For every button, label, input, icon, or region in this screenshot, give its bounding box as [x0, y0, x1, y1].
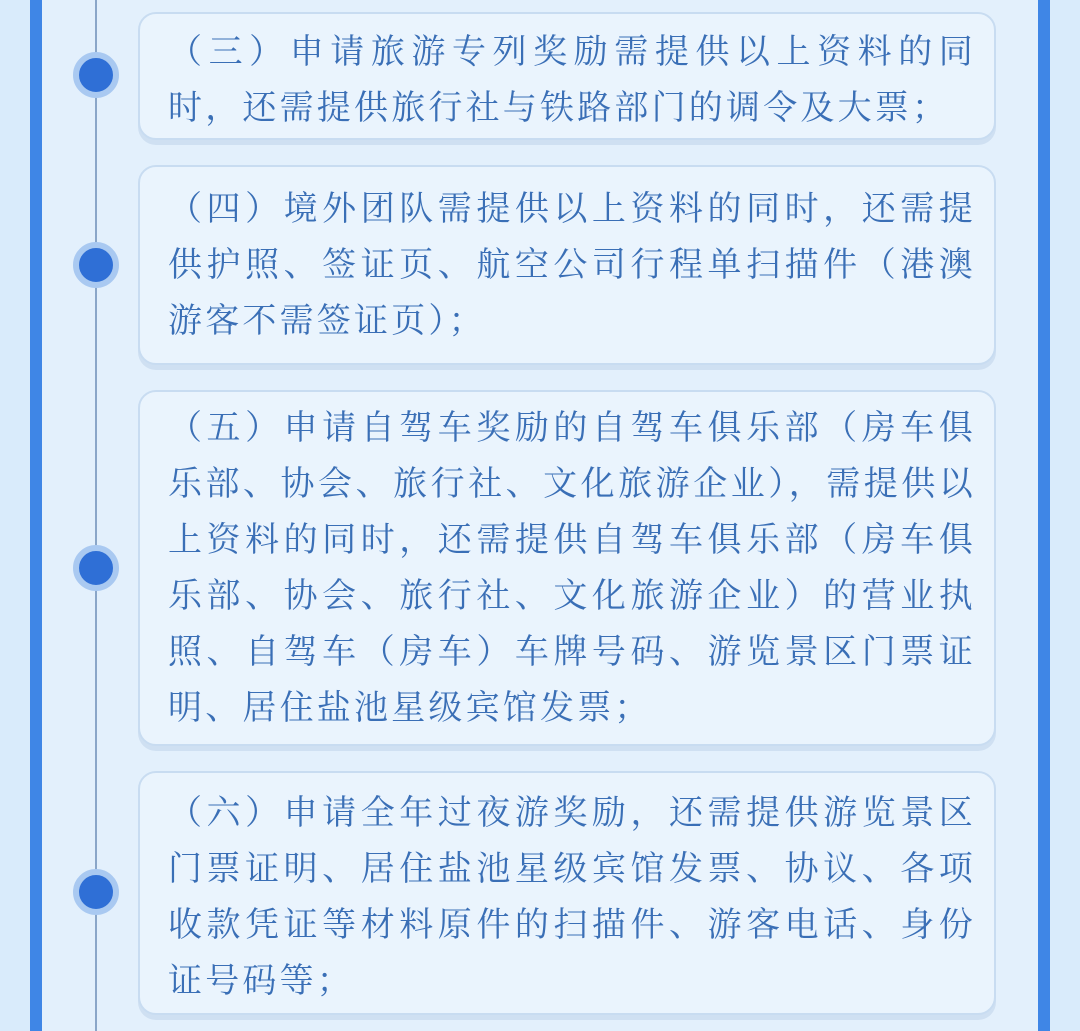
left-frame-border [0, 0, 30, 1031]
timeline-dot [73, 52, 119, 98]
timeline-dot [73, 869, 119, 915]
requirement-text: （六）申请全年过夜游奖励，还需提供游览景区门票证明、居住盐池星级宾馆发票、协议、各项收款凭证等材料原件的扫描件、游客电话、身份证号码等； [168, 793, 976, 1001]
timeline-dot [73, 242, 119, 288]
timeline-dot [73, 545, 119, 591]
requirement-text: （五）申请自驾车奖励的自驾车俱乐部（房车俱乐部、协会、旅行社、文化旅游企业），需提供以上资料的同时，还需提供自驾车俱乐部（房车俱乐部、协会、旅行社、文化旅游企业）的营业执照、自驾车（房车）车牌号码、游览景区门票证明、居住盐池星级宾馆发票； [168, 408, 976, 728]
right-frame-border [1050, 0, 1080, 1031]
requirement-card-3 [138, 12, 996, 140]
requirement-card-4 [138, 165, 996, 365]
requirement-text: （四）境外团队需提供以上资料的同时，还需提供护照、签证页、航空公司行程单扫描件（港澳游客不需签证页）； [168, 189, 976, 341]
requirement-card-6 [138, 771, 996, 1015]
requirement-text: （三）申请旅游专列奖励需提供以上资料的同时，还需提供旅行社与铁路部门的调令及大票； [168, 32, 976, 128]
requirement-card-5 [138, 390, 996, 746]
